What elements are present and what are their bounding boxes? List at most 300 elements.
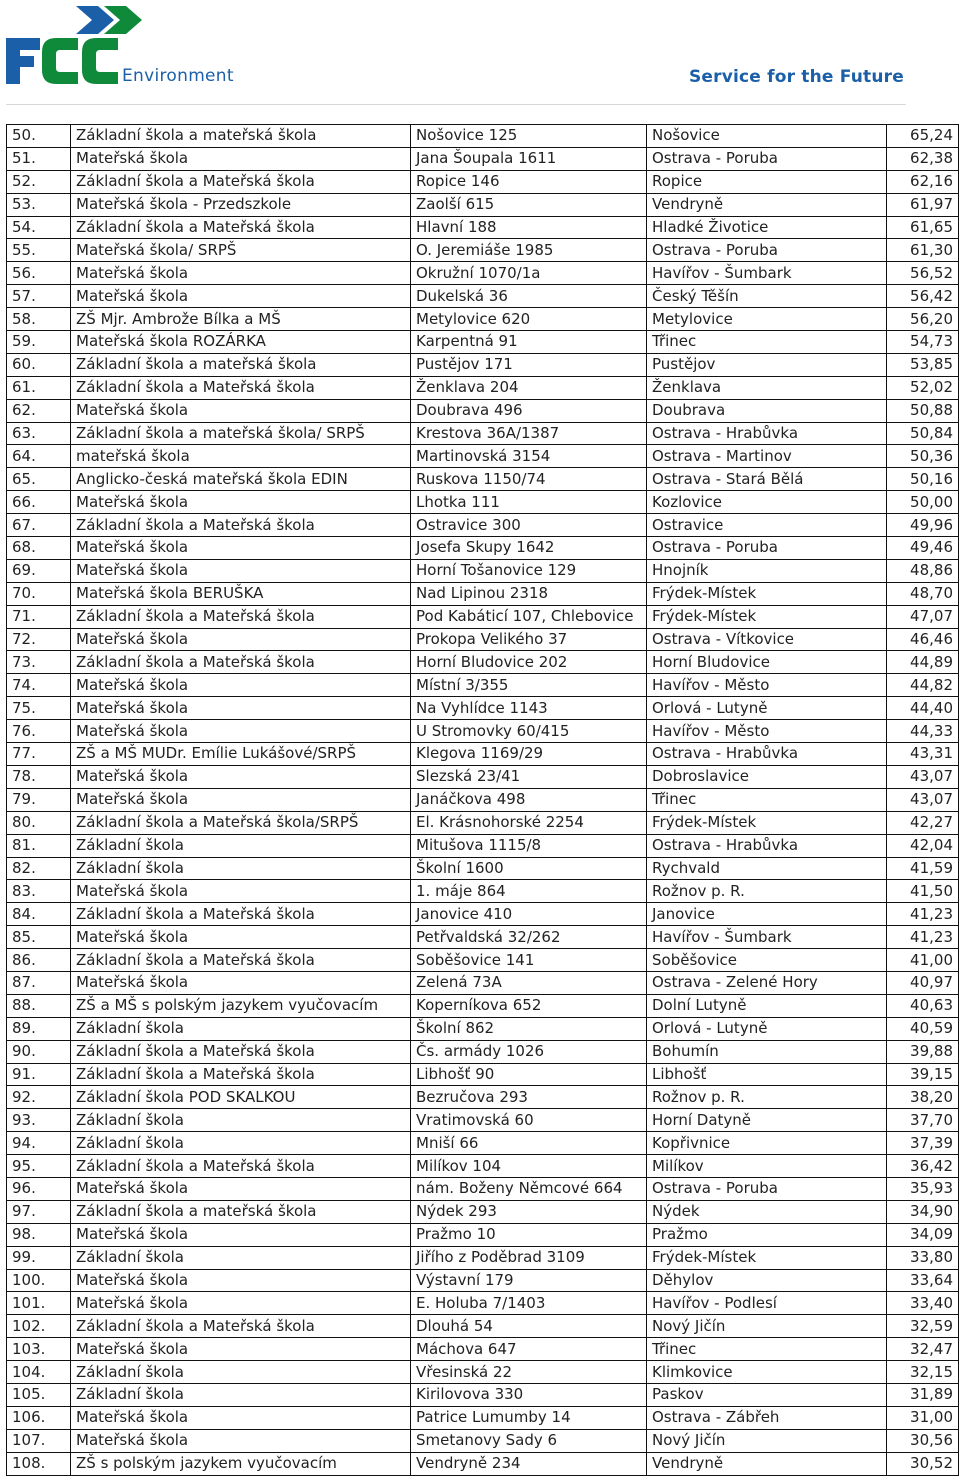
rank-cell: 56.	[7, 262, 71, 285]
address-cell: Slezská 23/41	[411, 765, 647, 788]
school-name-cell: Mateřská škola	[71, 628, 411, 651]
address-cell: El. Krásnohorské 2254	[411, 811, 647, 834]
score-cell: 47,07	[887, 605, 959, 628]
city-cell: Libhošť	[647, 1063, 887, 1086]
school-name-cell: Základní škola a mateřská škola	[71, 1200, 411, 1223]
school-name-cell: Mateřská škola	[71, 971, 411, 994]
rank-cell: 95.	[7, 1155, 71, 1178]
school-name-cell: Základní škola	[71, 857, 411, 880]
address-cell: Ropice 146	[411, 170, 647, 193]
table-row	[7, 1109, 959, 1132]
score-cell: 34,09	[887, 1223, 959, 1246]
city-cell: Orlová - Lutyně	[647, 697, 887, 720]
address-cell: Martinovská 3154	[411, 445, 647, 468]
rank-cell: 68.	[7, 537, 71, 560]
city-cell: Třinec	[647, 1338, 887, 1361]
score-cell: 38,20	[887, 1086, 959, 1109]
address-cell: Pražmo 10	[411, 1223, 647, 1246]
rank-cell: 55.	[7, 239, 71, 262]
table-row	[7, 1132, 959, 1155]
address-cell: Místní 3/355	[411, 674, 647, 697]
address-cell: Čs. armády 1026	[411, 1040, 647, 1063]
school-name-cell: Mateřská škola	[71, 491, 411, 514]
school-name-cell: Mateřská škola	[71, 147, 411, 170]
address-cell: Janáčkova 498	[411, 788, 647, 811]
school-name-cell: Mateřská škola	[71, 559, 411, 582]
score-cell: 61,97	[887, 193, 959, 216]
table-row	[7, 147, 959, 170]
table-row	[7, 308, 959, 331]
score-cell: 62,16	[887, 170, 959, 193]
score-cell: 44,82	[887, 674, 959, 697]
address-cell: Máchova 647	[411, 1338, 647, 1361]
school-name-cell: Základní škola a Mateřská škola/SRPŠ	[71, 811, 411, 834]
score-cell: 32,15	[887, 1361, 959, 1384]
address-cell: Vratimovská 60	[411, 1109, 647, 1132]
school-name-cell: Mateřská škola	[71, 537, 411, 560]
city-cell: Ostrava - Martinov	[647, 445, 887, 468]
school-name-cell: Mateřská škola	[71, 1406, 411, 1429]
rank-cell: 86.	[7, 949, 71, 972]
score-cell: 40,97	[887, 971, 959, 994]
score-cell: 39,88	[887, 1040, 959, 1063]
rank-cell: 85.	[7, 926, 71, 949]
score-cell: 43,07	[887, 765, 959, 788]
school-name-cell: ZŠ Mjr. Ambrože Bílka a MŠ	[71, 308, 411, 331]
table-row	[7, 1017, 959, 1040]
school-name-cell: Základní škola a Mateřská škola	[71, 1063, 411, 1086]
city-cell: Havířov - Podlesí	[647, 1292, 887, 1315]
city-cell: Rožnov p. R.	[647, 1086, 887, 1109]
address-cell: Dukelská 36	[411, 285, 647, 308]
score-cell: 44,89	[887, 651, 959, 674]
city-cell: Janovice	[647, 903, 887, 926]
school-name-cell: Základní škola	[71, 1109, 411, 1132]
school-name-cell: Základní škola a Mateřská škola	[71, 514, 411, 537]
rank-cell: 50.	[7, 125, 71, 148]
table-row	[7, 491, 959, 514]
rank-cell: 66.	[7, 491, 71, 514]
city-cell: Třinec	[647, 331, 887, 354]
score-cell: 49,96	[887, 514, 959, 537]
table-row	[7, 537, 959, 560]
rank-cell: 76.	[7, 720, 71, 743]
rank-cell: 88.	[7, 994, 71, 1017]
rank-cell: 61.	[7, 376, 71, 399]
school-name-cell: Základní škola a Mateřská škola	[71, 376, 411, 399]
rank-cell: 102.	[7, 1315, 71, 1338]
city-cell: Pustějov	[647, 353, 887, 376]
school-name-cell: ZŠ a MŠ s polským jazykem vyučovacím	[71, 994, 411, 1017]
score-cell: 65,24	[887, 125, 959, 148]
table-row	[7, 1429, 959, 1452]
school-name-cell: Základní škola POD SKALKOU	[71, 1086, 411, 1109]
city-cell: Ostrava - Zelené Hory	[647, 971, 887, 994]
address-cell: Smetanovy Sady 6	[411, 1429, 647, 1452]
rank-cell: 82.	[7, 857, 71, 880]
score-cell: 53,85	[887, 353, 959, 376]
rank-cell: 79.	[7, 788, 71, 811]
rank-cell: 74.	[7, 674, 71, 697]
score-cell: 61,30	[887, 239, 959, 262]
city-cell: Nošovice	[647, 125, 887, 148]
rank-cell: 92.	[7, 1086, 71, 1109]
score-cell: 40,59	[887, 1017, 959, 1040]
address-cell: Dlouhá 54	[411, 1315, 647, 1338]
city-cell: Dobroslavice	[647, 765, 887, 788]
rank-cell: 99.	[7, 1246, 71, 1269]
rank-cell: 60.	[7, 353, 71, 376]
table-row	[7, 605, 959, 628]
table-row	[7, 1269, 959, 1292]
table-row	[7, 1292, 959, 1315]
score-cell: 49,46	[887, 537, 959, 560]
rank-cell: 107.	[7, 1429, 71, 1452]
address-cell: Klegova 1169/29	[411, 743, 647, 766]
city-cell: Nový Jičín	[647, 1315, 887, 1338]
table-row	[7, 971, 959, 994]
rank-cell: 83.	[7, 880, 71, 903]
address-cell: Vřesinská 22	[411, 1361, 647, 1384]
school-name-cell: Mateřská škola	[71, 285, 411, 308]
header-divider	[6, 104, 906, 105]
address-cell: Bezručova 293	[411, 1086, 647, 1109]
rank-cell: 58.	[7, 308, 71, 331]
school-name-cell: Mateřská škola	[71, 1429, 411, 1452]
school-name-cell: Mateřská škola	[71, 697, 411, 720]
school-name-cell: Základní škola a Mateřská škola	[71, 1315, 411, 1338]
table-row	[7, 1040, 959, 1063]
table-row	[7, 1200, 959, 1223]
address-cell: Horní Tošanovice 129	[411, 559, 647, 582]
school-name-cell: Základní škola a Mateřská škola	[71, 170, 411, 193]
score-cell: 44,33	[887, 720, 959, 743]
score-cell: 36,42	[887, 1155, 959, 1178]
rank-cell: 75.	[7, 697, 71, 720]
school-name-cell: ZŠ s polským jazykem vyučovacím	[71, 1452, 411, 1475]
table-row	[7, 1246, 959, 1269]
school-name-cell: Mateřská škola	[71, 262, 411, 285]
rank-cell: 97.	[7, 1200, 71, 1223]
city-cell: Havířov - Šumbark	[647, 926, 887, 949]
city-cell: Ostrava - Poruba	[647, 537, 887, 560]
school-name-cell: Základní škola	[71, 1132, 411, 1155]
table-row	[7, 1315, 959, 1338]
school-name-cell: Mateřská škola/ SRPŠ	[71, 239, 411, 262]
score-cell: 50,16	[887, 468, 959, 491]
rank-cell: 54.	[7, 216, 71, 239]
score-cell: 30,56	[887, 1429, 959, 1452]
city-cell: Horní Bludovice	[647, 651, 887, 674]
rank-cell: 53.	[7, 193, 71, 216]
school-name-cell: Mateřská škola	[71, 1292, 411, 1315]
rank-cell: 93.	[7, 1109, 71, 1132]
score-cell: 56,20	[887, 308, 959, 331]
table-row	[7, 811, 959, 834]
address-cell: Hlavní 188	[411, 216, 647, 239]
address-cell: Školní 862	[411, 1017, 647, 1040]
address-cell: Milíkov 104	[411, 1155, 647, 1178]
rank-cell: 87.	[7, 971, 71, 994]
table-row	[7, 559, 959, 582]
address-cell: Nýdek 293	[411, 1200, 647, 1223]
city-cell: Ropice	[647, 170, 887, 193]
address-cell: Kirilovova 330	[411, 1383, 647, 1406]
city-cell: Český Těšín	[647, 285, 887, 308]
address-cell: Lhotka 111	[411, 491, 647, 514]
score-cell: 39,15	[887, 1063, 959, 1086]
ranking-table-body	[7, 125, 959, 1476]
school-name-cell: Mateřská škola	[71, 926, 411, 949]
table-row	[7, 1406, 959, 1429]
city-cell: Milíkov	[647, 1155, 887, 1178]
city-cell: Doubrava	[647, 399, 887, 422]
city-cell: Třinec	[647, 788, 887, 811]
page-header	[0, 0, 960, 110]
school-name-cell: Mateřská škola	[71, 765, 411, 788]
city-cell: Frýdek-Místek	[647, 1246, 887, 1269]
address-cell: Vendryně 234	[411, 1452, 647, 1475]
table-row	[7, 1063, 959, 1086]
school-name-cell: Základní škola a Mateřská škola	[71, 1155, 411, 1178]
table-row	[7, 353, 959, 376]
address-cell: Výstavní 179	[411, 1269, 647, 1292]
company-tagline: Service for the Future	[688, 67, 904, 87]
city-cell: Havířov - Město	[647, 720, 887, 743]
table-row	[7, 720, 959, 743]
score-cell: 35,93	[887, 1177, 959, 1200]
score-cell: 50,36	[887, 445, 959, 468]
table-row	[7, 582, 959, 605]
score-cell: 41,23	[887, 903, 959, 926]
city-cell: Pražmo	[647, 1223, 887, 1246]
address-cell: Patrice Lumumby 14	[411, 1406, 647, 1429]
school-name-cell: Základní škola a mateřská škola/ SRPŠ	[71, 422, 411, 445]
rank-cell: 64.	[7, 445, 71, 468]
score-cell: 33,80	[887, 1246, 959, 1269]
score-cell: 33,40	[887, 1292, 959, 1315]
city-cell: Ostrava - Hrabůvka	[647, 834, 887, 857]
rank-cell: 91.	[7, 1063, 71, 1086]
score-cell: 62,38	[887, 147, 959, 170]
table-row	[7, 285, 959, 308]
table-row	[7, 376, 959, 399]
score-cell: 50,88	[887, 399, 959, 422]
score-cell: 32,47	[887, 1338, 959, 1361]
score-cell: 56,42	[887, 285, 959, 308]
address-cell: U Stromovky 60/415	[411, 720, 647, 743]
address-cell: Pustějov 171	[411, 353, 647, 376]
rank-cell: 78.	[7, 765, 71, 788]
school-name-cell: Mateřská škola ROZÁRKA	[71, 331, 411, 354]
table-row	[7, 1155, 959, 1178]
address-cell: Ruskova 1150/74	[411, 468, 647, 491]
rank-cell: 72.	[7, 628, 71, 651]
rank-cell: 103.	[7, 1338, 71, 1361]
address-cell: nám. Boženy Němcové 664	[411, 1177, 647, 1200]
table-row	[7, 949, 959, 972]
table-row	[7, 193, 959, 216]
rank-cell: 96.	[7, 1177, 71, 1200]
score-cell: 61,65	[887, 216, 959, 239]
address-cell: Školní 1600	[411, 857, 647, 880]
school-name-cell: Mateřská škola	[71, 880, 411, 903]
city-cell: Ostrava - Poruba	[647, 147, 887, 170]
score-cell: 50,84	[887, 422, 959, 445]
city-cell: Havířov - Šumbark	[647, 262, 887, 285]
school-name-cell: Základní škola	[71, 834, 411, 857]
table-row	[7, 1086, 959, 1109]
city-cell: Ostrava - Poruba	[647, 239, 887, 262]
school-name-cell: mateřská škola	[71, 445, 411, 468]
address-cell: Nad Lipinou 2318	[411, 582, 647, 605]
score-cell: 30,52	[887, 1452, 959, 1475]
score-cell: 31,89	[887, 1383, 959, 1406]
table-row	[7, 834, 959, 857]
score-cell: 41,23	[887, 926, 959, 949]
table-row	[7, 445, 959, 468]
address-cell: Jiřího z Poděbrad 3109	[411, 1246, 647, 1269]
city-cell: Paskov	[647, 1383, 887, 1406]
address-cell: Na Vyhlídce 1143	[411, 697, 647, 720]
score-cell: 52,02	[887, 376, 959, 399]
city-cell: Vendryně	[647, 1452, 887, 1475]
score-cell: 42,27	[887, 811, 959, 834]
table-row	[7, 651, 959, 674]
rank-cell: 101.	[7, 1292, 71, 1315]
rank-cell: 70.	[7, 582, 71, 605]
score-cell: 43,07	[887, 788, 959, 811]
table-row	[7, 903, 959, 926]
city-cell: Ostrava - Vítkovice	[647, 628, 887, 651]
rank-cell: 89.	[7, 1017, 71, 1040]
city-cell: Ostrava - Hrabůvka	[647, 422, 887, 445]
table-row	[7, 216, 959, 239]
school-name-cell: Mateřská škola	[71, 399, 411, 422]
address-cell: Doubrava 496	[411, 399, 647, 422]
school-name-cell: Mateřská škola	[71, 1223, 411, 1246]
address-cell: Soběšovice 141	[411, 949, 647, 972]
score-cell: 56,52	[887, 262, 959, 285]
city-cell: Dolní Lutyně	[647, 994, 887, 1017]
ranking-table-container	[6, 124, 958, 1476]
address-cell: Koperníkova 652	[411, 994, 647, 1017]
city-cell: Frýdek-Místek	[647, 582, 887, 605]
address-cell: Zelená 73A	[411, 971, 647, 994]
address-cell: Pod Kabáticí 107, Chlebovice	[411, 605, 647, 628]
school-name-cell: Mateřská škola	[71, 1177, 411, 1200]
score-cell: 33,64	[887, 1269, 959, 1292]
table-row	[7, 170, 959, 193]
city-cell: Nový Jičín	[647, 1429, 887, 1452]
address-cell: Mniší 66	[411, 1132, 647, 1155]
address-cell: Janovice 410	[411, 903, 647, 926]
address-cell: Jana Šoupala 1611	[411, 147, 647, 170]
rank-cell: 108.	[7, 1452, 71, 1475]
table-row	[7, 994, 959, 1017]
address-cell: Ostravice 300	[411, 514, 647, 537]
score-cell: 40,63	[887, 994, 959, 1017]
city-cell: Orlová - Lutyně	[647, 1017, 887, 1040]
city-cell: Kopřivnice	[647, 1132, 887, 1155]
school-name-cell: ZŠ a MŠ MUDr. Emílie Lukášové/SRPŠ	[71, 743, 411, 766]
address-cell: Metylovice 620	[411, 308, 647, 331]
rank-cell: 57.	[7, 285, 71, 308]
city-cell: Vendryně	[647, 193, 887, 216]
city-cell: Metylovice	[647, 308, 887, 331]
rank-cell: 65.	[7, 468, 71, 491]
score-cell: 48,86	[887, 559, 959, 582]
city-cell: Soběšovice	[647, 949, 887, 972]
ranking-table	[6, 124, 959, 1476]
table-row	[7, 743, 959, 766]
score-cell: 48,70	[887, 582, 959, 605]
city-cell: Nýdek	[647, 1200, 887, 1223]
rank-cell: 59.	[7, 331, 71, 354]
city-cell: Bohumín	[647, 1040, 887, 1063]
address-cell: Okružní 1070/1a	[411, 262, 647, 285]
score-cell: 41,50	[887, 880, 959, 903]
table-row	[7, 1338, 959, 1361]
city-cell: Děhylov	[647, 1269, 887, 1292]
table-row	[7, 1361, 959, 1384]
table-row	[7, 422, 959, 445]
city-cell: Ostrava - Hrabůvka	[647, 743, 887, 766]
address-cell: Nošovice 125	[411, 125, 647, 148]
address-cell: Prokopa Velikého 37	[411, 628, 647, 651]
score-cell: 31,00	[887, 1406, 959, 1429]
city-cell: Ostrava - Stará Bělá	[647, 468, 887, 491]
score-cell: 41,59	[887, 857, 959, 880]
school-name-cell: Základní škola a Mateřská škola	[71, 605, 411, 628]
score-cell: 32,59	[887, 1315, 959, 1338]
address-cell: Horní Bludovice 202	[411, 651, 647, 674]
table-row	[7, 239, 959, 262]
city-cell: Ostravice	[647, 514, 887, 537]
school-name-cell: Základní škola a Mateřská škola	[71, 216, 411, 239]
score-cell: 42,04	[887, 834, 959, 857]
table-row	[7, 765, 959, 788]
rank-cell: 105.	[7, 1383, 71, 1406]
table-row	[7, 926, 959, 949]
city-cell: Ostrava - Poruba	[647, 1177, 887, 1200]
city-cell: Rychvald	[647, 857, 887, 880]
school-name-cell: Základní škola a Mateřská škola	[71, 651, 411, 674]
school-name-cell: Základní škola a Mateřská škola	[71, 949, 411, 972]
city-cell: Hladké Životice	[647, 216, 887, 239]
rank-cell: 73.	[7, 651, 71, 674]
score-cell: 46,46	[887, 628, 959, 651]
rank-cell: 67.	[7, 514, 71, 537]
address-cell: Mitušova 1115/8	[411, 834, 647, 857]
school-name-cell: Mateřská škola BERUŠKA	[71, 582, 411, 605]
city-cell: Havířov - Město	[647, 674, 887, 697]
rank-cell: 106.	[7, 1406, 71, 1429]
rank-cell: 84.	[7, 903, 71, 926]
rank-cell: 77.	[7, 743, 71, 766]
table-row	[7, 1383, 959, 1406]
rank-cell: 104.	[7, 1361, 71, 1384]
table-row	[7, 697, 959, 720]
city-cell: Klimkovice	[647, 1361, 887, 1384]
school-name-cell: Základní škola	[71, 1361, 411, 1384]
rank-cell: 90.	[7, 1040, 71, 1063]
score-cell: 41,00	[887, 949, 959, 972]
address-cell: Libhošť 90	[411, 1063, 647, 1086]
rank-cell: 52.	[7, 170, 71, 193]
rank-cell: 62.	[7, 399, 71, 422]
table-row	[7, 857, 959, 880]
